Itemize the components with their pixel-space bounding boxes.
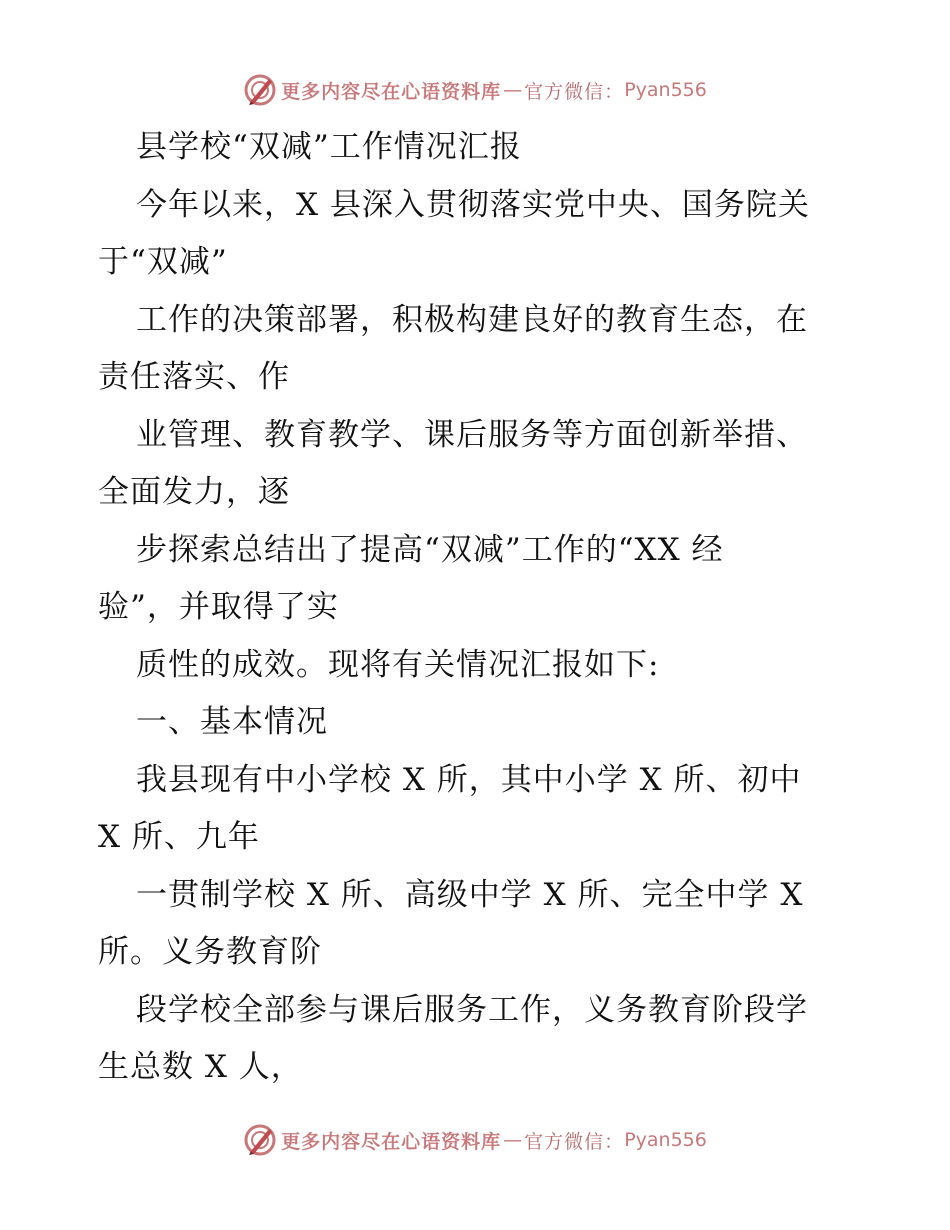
pen-logo-icon: [243, 73, 277, 107]
doc-line: 责任落实、作: [98, 359, 290, 395]
doc-line: 今年以来，X 县深入贯彻落实党中央、国务院关: [136, 186, 810, 223]
watermark-id: Pyan556: [624, 79, 707, 101]
doc-line: 生总数 X 人，: [98, 1049, 303, 1085]
doc-line: 所。义务教育阶: [98, 934, 322, 970]
pen-logo-icon: [243, 1123, 277, 1157]
watermark-official: 官方微信：: [524, 1130, 625, 1153]
doc-title: 县学校“双减”工作情况汇报: [136, 129, 522, 165]
doc-line: 于“双减”: [98, 244, 228, 280]
doc-line: 质性的成效。现将有关情况汇报如下:: [136, 646, 660, 683]
doc-line: X 所、九年: [98, 819, 260, 855]
doc-line: 工作的决策部署，积极构建良好的教育生态，在: [136, 301, 808, 338]
doc-line: 我县现有中小学校 X 所，其中小学 X 所、初中: [136, 761, 802, 798]
document-body: [98, 119, 858, 1097]
watermark-brand: 更多内容尽在心语资料库: [281, 1130, 502, 1153]
watermark-dash: —: [503, 1129, 523, 1151]
doc-line: 全面发力，逐: [98, 474, 290, 510]
watermark-header: [0, 70, 950, 110]
watermark-brand: 更多内容尽在心语资料库: [281, 80, 502, 103]
watermark-id: Pyan556: [624, 1129, 707, 1151]
section-heading: 一、基本情况: [136, 704, 328, 740]
watermark-footer: [0, 1120, 950, 1160]
doc-line: 验”，并取得了实: [98, 589, 339, 625]
doc-line: 段学校全部参与课后服务工作，义务教育阶段学: [136, 991, 808, 1028]
doc-line: 业管理、教育教学、课后服务等方面创新举措、: [136, 416, 808, 453]
doc-line: 步探索总结出了提高“双减”工作的“XX 经: [136, 531, 724, 568]
doc-line: 一贯制学校 X 所、高级中学 X 所、完全中学 X: [136, 876, 804, 913]
watermark-official: 官方微信：: [524, 80, 625, 103]
watermark-dash: —: [503, 79, 523, 101]
